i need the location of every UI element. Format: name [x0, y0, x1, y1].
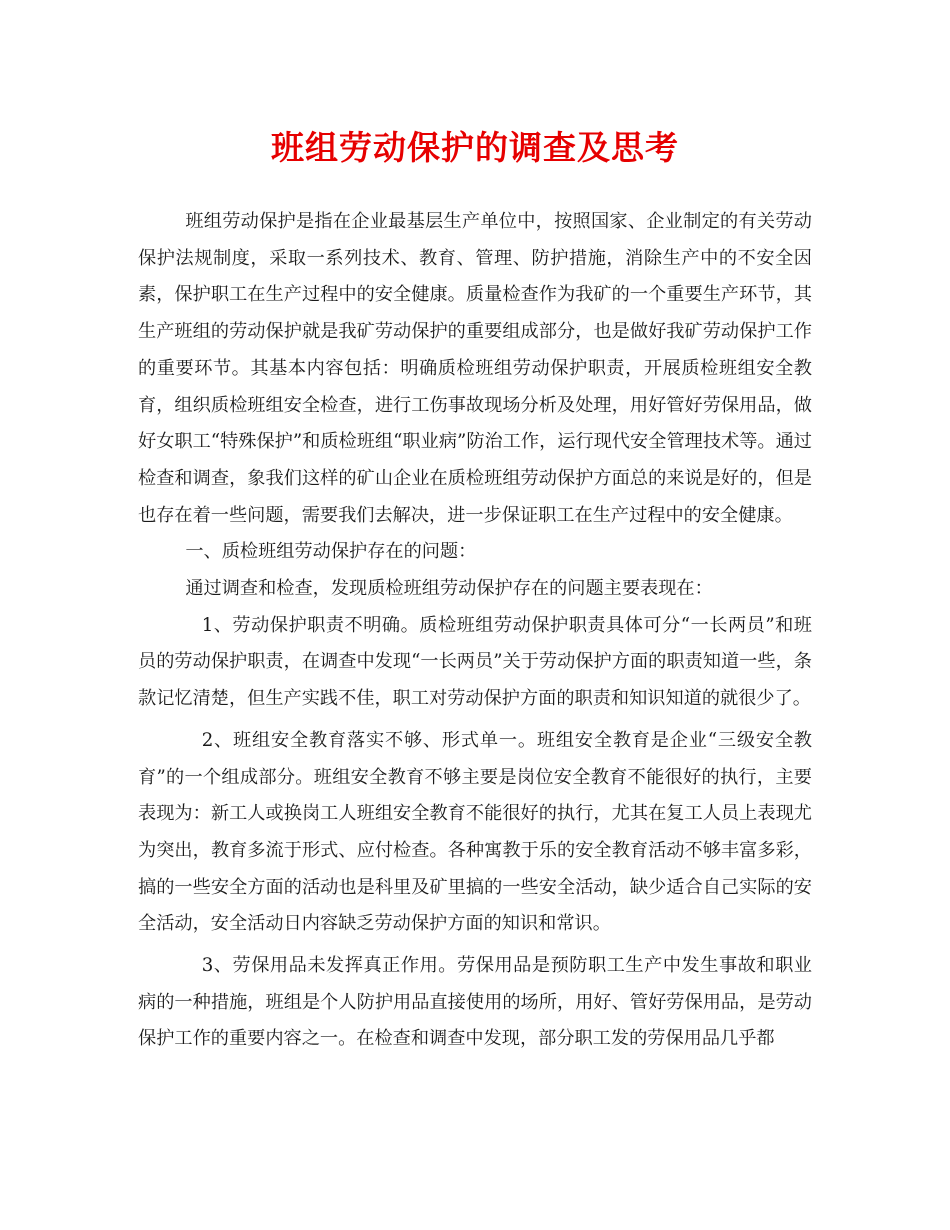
paragraph-item-3: 3、劳保用品未发挥真正作用。劳保用品是预防职工生产中发生事故和职业病的一种措施，班组是个人防护用品直接使用的场所，用好、管好劳保用品，是劳动保护工作的重要内容之一。在检查和调查中发现，部分职工发的劳保用品几乎都 [138, 955, 812, 1050]
paragraph-item-2: 2、班组安全教育落实不够、形式单一。班组安全教育是企业“三级安全教育”的一个组成部分。班组安全教育不够主要是岗位安全教育不能很好的执行，主要表现为：新工人或换岗工人班组安全教育不能很好的执行，尤其在复工人员上表现尤为突出，教育多流于形式、应付检查。各种寓教于乐的安全教育活动不够丰富多彩，搞的一些安全方面的活动也是科里及矿里搞的一些安全活动，缺少适合自己实际的安全活动，安全活动日内容缺乏劳动保护方面的知识和常识。 [138, 729, 812, 935]
document-body [138, 204, 812, 1058]
paragraph-survey-summary: 通过调查和检查，发现质检班组劳动保护存在的问题主要表现在： [185, 578, 713, 600]
paragraph-item-1: 1、劳动保护职责不明确。质检班组劳动保护职责具体可分“一长两员”和班员的劳动保护职责，在调查中发现“一长两员”关于劳动保护方面的职责知道一些，条款记忆清楚，但生产实践不佳，职工对劳动保护方面的职责和知识知道的就很少了。 [138, 614, 812, 710]
paragraph-intro: 班组劳动保护是指在企业最基层生产单位中，按照国家、企业制定的有关劳动保护法规制度，采取一系列技术、教育、管理、防护措施，消除生产中的不安全因素，保护职工在生产过程中的安全健康。质量检查作为我矿的一个重要生产环节，其生产班组的劳动保护就是我矿劳动保护的重要组成部分，也是做好我矿劳动保护工作的重要环节。其基本内容包括：明确质检班组劳动保护职责，开展质检班组安全教育，组织质检班组安全检查，进行工伤事故现场分析及处理，用好管好劳保用品，做好女职工“特殊保护”和质检班组“职业病”防治工作，运行现代安全管理技术等。通过检查和调查，象我们这样的矿山企业在质检班组劳动保护方面总的来说是好的，但是也存在着一些问题，需要我们去解决，进一步保证职工在生产过程中的安全健康。 [138, 211, 812, 526]
section-heading-problems: 一、质检班组劳动保护存在的问题： [185, 541, 477, 563]
document-title: 班组劳动保护的调查及思考 [271, 128, 679, 167]
